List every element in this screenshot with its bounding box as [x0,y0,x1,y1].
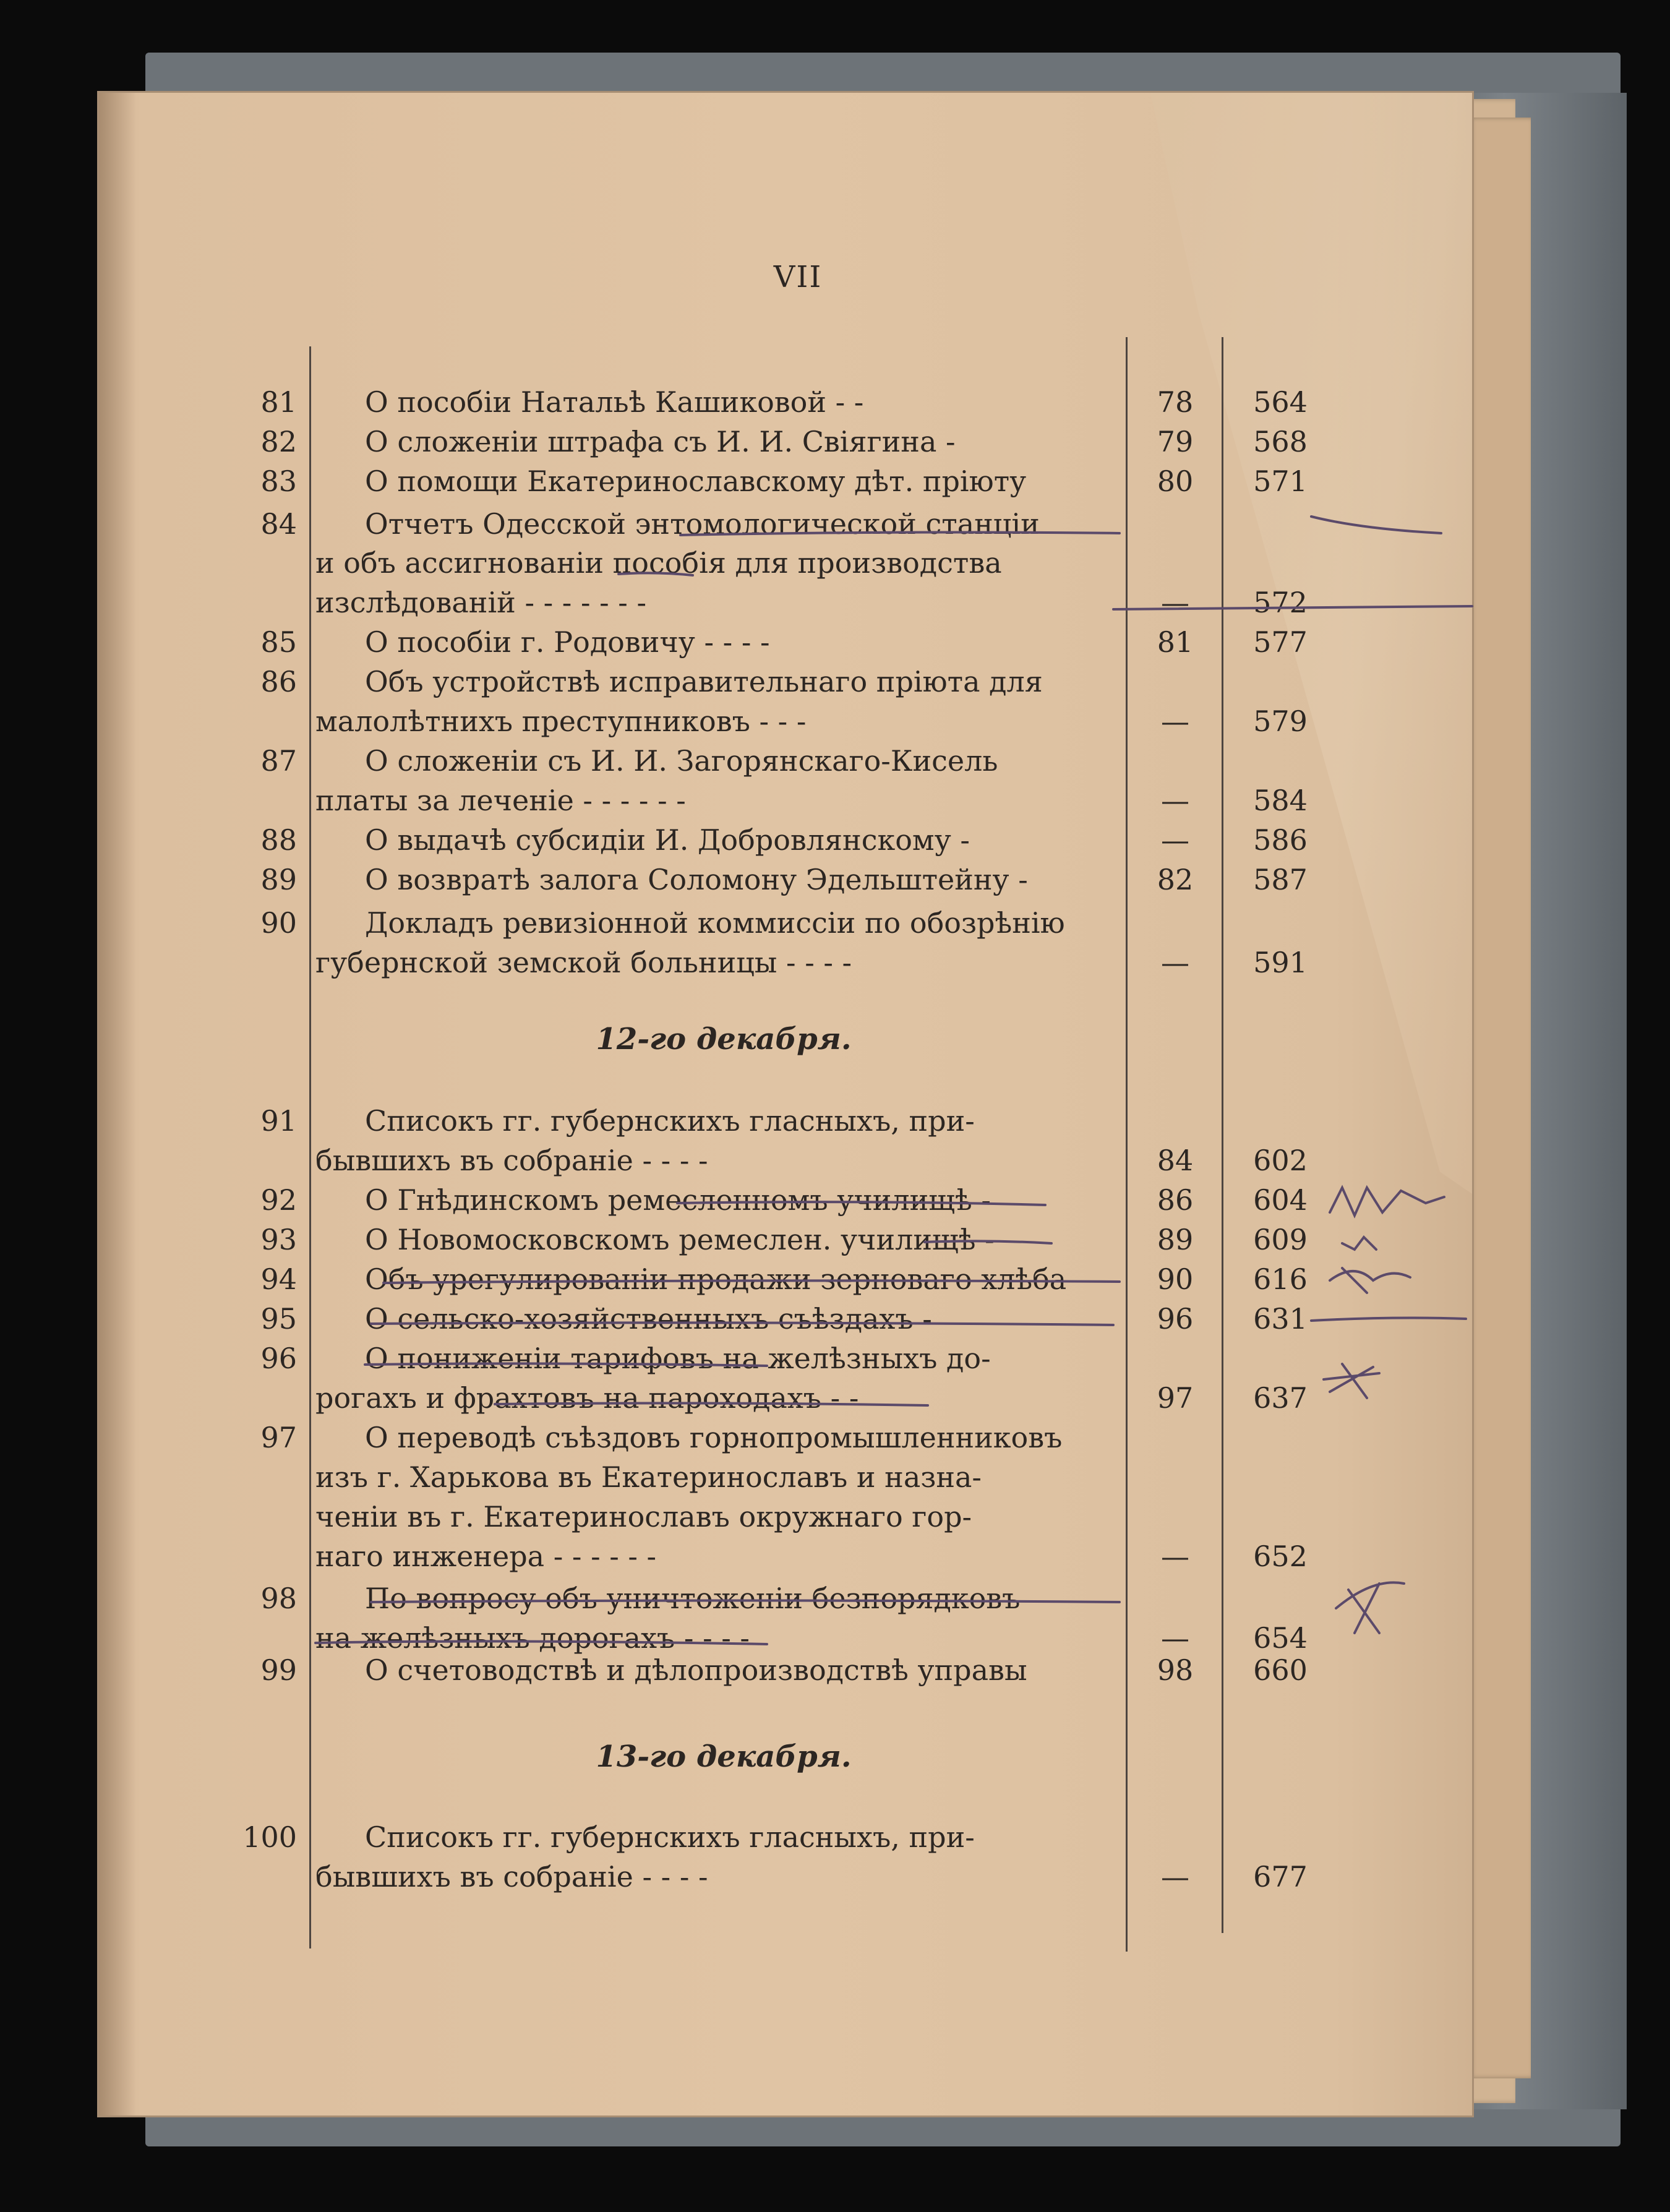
entry-title: О возвратѣ залога Соломону Эдельштейну - [365,863,1028,896]
entry-number: 99 [260,1653,297,1687]
entry-number: 95 [260,1302,297,1335]
entry-title: О Гнѣдинскомъ ремесленномъ училищѣ - [365,1183,991,1217]
entry-col-a: 86 [1157,1183,1194,1217]
entry-number: 88 [260,823,297,857]
page-number: VII [773,260,823,294]
entry-title-cont: и объ ассигнованіи пособія для производства [315,546,1002,580]
underline-95 [371,1322,1113,1325]
entry-number: 93 [260,1223,297,1256]
entry-col-a: — [1161,586,1189,619]
entry-number: 84 [260,507,297,541]
entry-title: О помощи Екатеринославскому дѣт. пріюту [365,465,1027,498]
entry-title: О сложеніи штрафа съ И. И. Свіягина - [365,425,956,458]
entry-title-cont: изъ г. Харькова въ Екатеринославъ и назна- [315,1460,982,1494]
entry-number: 100 [242,1820,297,1854]
entry-title: О пособіи г. Родовичу - - - - [365,625,770,659]
entry-page: 602 [1253,1144,1308,1177]
entry-number: 87 [260,744,297,778]
entry-title: Объ устройствѣ исправительнаго пріюта для [365,665,1043,698]
entry-number: 97 [260,1421,297,1454]
entry-number: 85 [260,625,297,659]
entry-title: Объ урегулированіи продажи зерноваго хлѣба [365,1262,1067,1296]
underline-98 [371,1601,1120,1603]
underline-96b [495,1403,928,1405]
entry-title-cont: губернской земской больницы - - - - [315,946,852,979]
entry-title: О Новомосковскомъ ремеслен. училищѣ - [365,1223,995,1256]
entry-page: 637 [1253,1381,1308,1415]
entry-number: 90 [260,906,297,940]
entry-page: 564 [1253,385,1308,419]
entry-number: 94 [260,1262,297,1296]
entry-page: 591 [1253,946,1308,979]
entry-title-cont: изслѣдованій - - - - - - - [315,586,646,619]
entry-title-cont: ченіи въ г. Екатеринославъ окружнаго гор- [315,1500,972,1533]
entry-page: 677 [1253,1860,1308,1893]
entry-page: 609 [1253,1223,1308,1256]
entry-col-a: — [1161,705,1189,738]
entry-page: 654 [1253,1621,1308,1655]
entry-col-a: 98 [1157,1653,1194,1687]
entry-title: Докладъ ревизіонной коммиссіи по обозрѣнію [365,906,1065,940]
entry-page: 571 [1253,465,1308,498]
entry-number: 86 [260,665,297,698]
entry-title-cont: платы за леченіе - - - - - - [315,784,686,817]
scribble-94 [1330,1268,1410,1293]
margin-line-84 [1311,517,1441,533]
entry-page: 604 [1253,1183,1308,1217]
entry-title: О сельско-хозяйственныхъ съѣздахъ - [365,1302,932,1335]
entry-title: О пособіи Натальѣ Кашиковой - - [365,385,864,419]
entry-title-cont: наго инженера - - - - - - [315,1540,657,1573]
entry-page: 579 [1253,705,1308,738]
underline-98b [315,1641,767,1644]
entry-number: 81 [260,385,297,419]
margin-line-95 [1311,1318,1466,1321]
entry-col-a: 78 [1157,385,1194,419]
underline-93 [925,1241,1051,1243]
entry-title: Списокъ гг. губернскихъ гласныхъ, при- [365,1104,975,1138]
entry-page: 572 [1253,586,1308,619]
entry-title: О счетоводствѣ и дѣлопроизводствѣ управы [365,1653,1027,1687]
entry-col-a: 81 [1157,625,1194,659]
scribble-96 [1324,1364,1379,1398]
entry-number: 96 [260,1342,297,1375]
entry-page: 660 [1253,1653,1308,1687]
entry-title: О пониженіи тарифовъ на желѣзныхъ до- [365,1342,991,1375]
entry-col-a: 82 [1157,863,1194,896]
entry-title: О переводѣ съѣздовъ горнопромышленниковъ [365,1421,1063,1454]
entry-number: 82 [260,425,297,458]
underline-92 [677,1202,1045,1205]
entry-page: 584 [1253,784,1308,817]
entry-title: Отчетъ Одесской энтомологической станціи [365,507,1040,541]
scribble-92 [1330,1188,1444,1215]
underline-84b [619,573,693,575]
entry-title-cont: рогахъ и фрахтовъ на пароходахъ - - [315,1381,859,1415]
entry-col-a: 90 [1157,1262,1194,1296]
entry-page: 568 [1253,425,1308,458]
entry-col-a: 79 [1157,425,1194,458]
entry-page: 586 [1253,823,1308,857]
underline-96 [365,1363,767,1366]
entry-number: 92 [260,1183,297,1217]
entry-col-a: 96 [1157,1302,1194,1335]
entry-col-a: — [1161,1621,1189,1655]
entry-page: 577 [1253,625,1308,659]
entry-title-cont: бывшихъ въ собраніе - - - - [315,1144,708,1177]
entry-number: 98 [260,1582,297,1615]
scribble-93 [1342,1237,1376,1250]
entry-page: 652 [1253,1540,1308,1573]
scribble-98 [1336,1582,1404,1633]
underline-84 [680,533,1120,535]
entry-number: 83 [260,465,297,498]
entry-col-a: 84 [1157,1144,1194,1177]
entry-page: 616 [1253,1262,1308,1296]
entry-col-a: 89 [1157,1223,1194,1256]
entry-title: По вопросу объ уничтоженіи безпорядковъ [365,1582,1021,1615]
entry-col-a: — [1161,946,1189,979]
entry-number: 89 [260,863,297,896]
entry-title: О выдачѣ субсидіи И. Добровлянскому - [365,823,970,857]
entry-col-a: — [1161,784,1189,817]
entry-number: 91 [260,1104,297,1138]
entry-title-cont: малолѣтнихъ преступниковъ - - - [315,705,807,738]
entry-col-a: — [1161,1860,1189,1893]
entry-page: 587 [1253,863,1308,896]
entry-col-a: 97 [1157,1381,1194,1415]
underline-94 [383,1280,1120,1283]
entry-title: О сложеніи съ И. И. Загорянскаго-Кисель [365,744,998,778]
strike-572 [1113,606,1472,609]
entry-col-a: — [1161,823,1189,857]
entry-page: 631 [1253,1302,1308,1335]
entry-title-cont: на желѣзныхъ дорогахъ - - - - [315,1621,750,1655]
entry-col-a: 80 [1157,465,1194,498]
entry-col-a: — [1161,1540,1189,1573]
entry-title: Списокъ гг. губернскихъ гласныхъ, при- [365,1820,975,1854]
section-heading: 13-го декабря. [596,1739,852,1774]
section-heading: 12-го декабря. [596,1022,852,1057]
entry-title-cont: бывшихъ въ собраніе - - - - [315,1860,708,1893]
